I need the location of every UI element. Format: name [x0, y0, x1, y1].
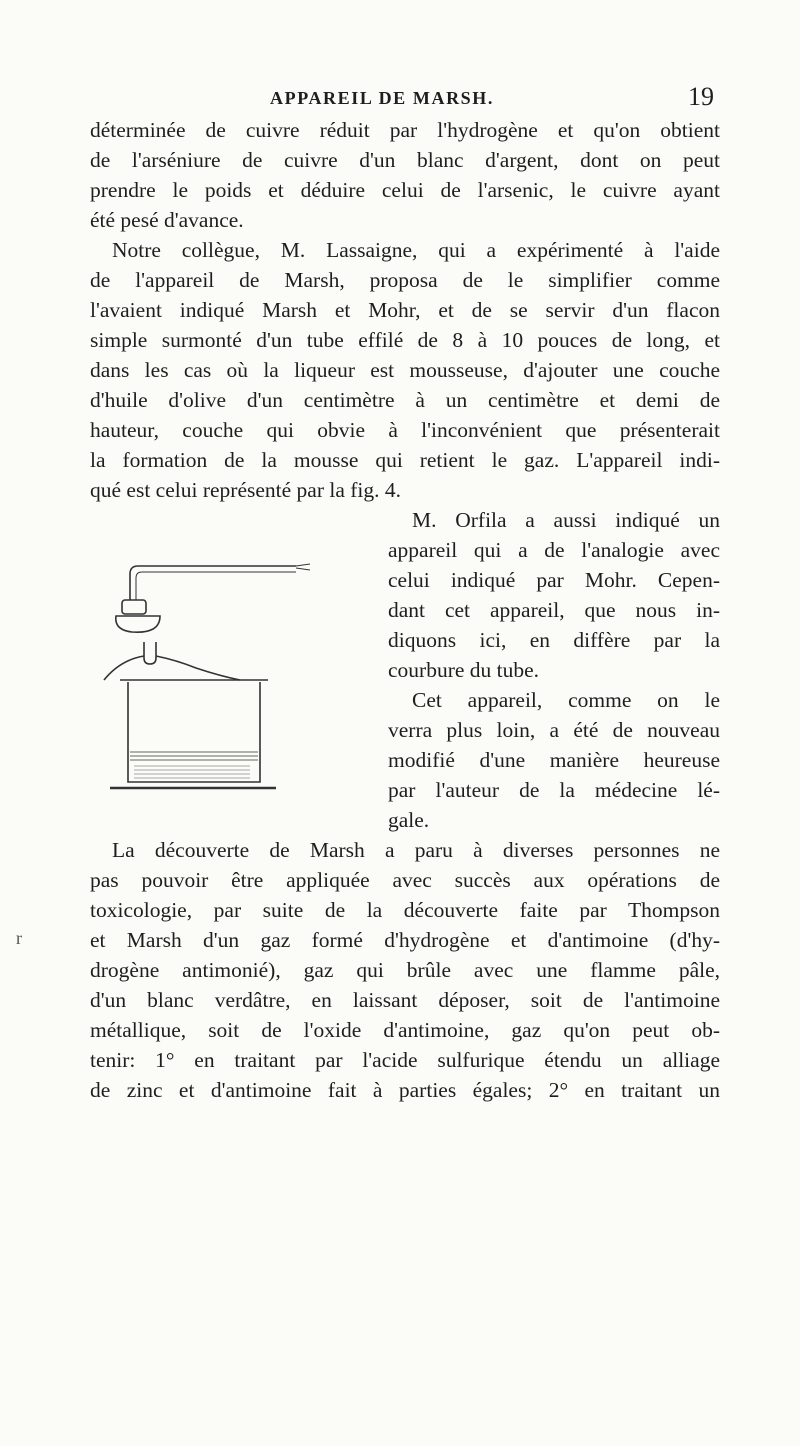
text-line: Cet appareil, comme on le: [412, 688, 720, 712]
text-line: Notre collègue, M. Lassaigne, qui a expérimenté à l'aide: [112, 238, 720, 262]
text-line: la formation de la mousse qui retient le gaz. L'appareil indi-: [90, 448, 720, 472]
text-line: et Marsh d'un gaz formé d'hydrogène et d'antimoine (d'hy-: [90, 928, 720, 952]
flask-body: [128, 682, 260, 782]
text-line: d'un blanc verdâtre, en laissant déposer, soit de l'antimoine: [90, 988, 720, 1012]
text-line: M. Orfila a aussi indiqué un: [412, 508, 720, 532]
text-line: hauteur, couche qui obvie à l'inconvénient que présenterait: [90, 418, 720, 442]
text-line: métallique, soit de l'oxide d'antimoine, gaz qu'on peut ob-: [90, 1018, 720, 1042]
text-line: dant cet appareil, que nous in-: [388, 598, 720, 622]
text-line: pas pouvoir être appliquée avec succès aux opérations de: [90, 868, 720, 892]
text-line: tenir: 1° en traitant par l'acide sulfurique étendu un alliage: [90, 1048, 720, 1072]
funnel-neck: [144, 642, 156, 664]
stopper: [122, 600, 146, 614]
text-line: diquons ici, en diffère par la: [388, 628, 720, 652]
text-line: été pesé d'avance.: [90, 208, 244, 232]
text-line: La découverte de Marsh a paru à diverses personnes ne: [112, 838, 720, 862]
text-line: l'avaient indiqué Marsh et Mohr, et de se servir d'un flacon: [90, 298, 720, 322]
text-line: déterminée de cuivre réduit par l'hydrogène et qu'on obtient: [90, 118, 720, 142]
text-line: prendre le poids et déduire celui de l'arsenic, le cuivre ayant: [90, 178, 720, 202]
text-line: par l'auteur de la médecine lé-: [388, 778, 720, 802]
sediment-hatching: [134, 766, 250, 778]
text-line: de l'arséniure de cuivre d'un blanc d'argent, dont on peut: [90, 148, 720, 172]
margin-mark: r: [16, 928, 22, 948]
text-line: dans les cas où la liqueur est mousseuse, d'ajouter une couche: [90, 358, 720, 382]
text-line: modifié d'une manière heureuse: [388, 748, 720, 772]
text-line: de zinc et d'antimoine fait à parties égales; 2° en traitant un: [90, 1078, 720, 1102]
text-line: simple surmonté d'un tube effilé de 8 à 10 pouces de long, et: [90, 328, 720, 352]
text-line: verra plus loin, a été de nouveau: [388, 718, 720, 742]
text-line: gale.: [388, 808, 430, 832]
drawn-tube: [130, 566, 296, 600]
liquid-level: [130, 752, 258, 760]
text-line: courbure du tube.: [388, 658, 540, 682]
text-line: qué est celui représenté par la fig. 4.: [90, 478, 402, 502]
text-line: celui indiqué par Mohr. Cepen-: [388, 568, 720, 592]
tube-inner: [136, 572, 296, 600]
running-title: APPAREIL DE MARSH.: [270, 88, 494, 108]
flask-shoulder: [104, 656, 240, 680]
bulb: [116, 616, 160, 632]
text-line: toxicologie, par suite de la découverte faite par Thompson: [90, 898, 720, 922]
text-line: de l'appareil de Marsh, proposa de le simplifier comme: [90, 268, 720, 292]
tube-tip: [296, 564, 310, 570]
marsh-apparatus-figure: [100, 556, 380, 796]
text-line: appareil qui a de l'analogie avec: [388, 538, 720, 562]
page-number: 19: [688, 82, 714, 111]
text-line: drogène antimonié), gaz qui brûle avec une flamme pâle,: [90, 958, 720, 982]
text-line: d'huile d'olive d'un centimètre à un centimètre et demi de: [90, 388, 720, 412]
running-header: [0, 70, 800, 110]
